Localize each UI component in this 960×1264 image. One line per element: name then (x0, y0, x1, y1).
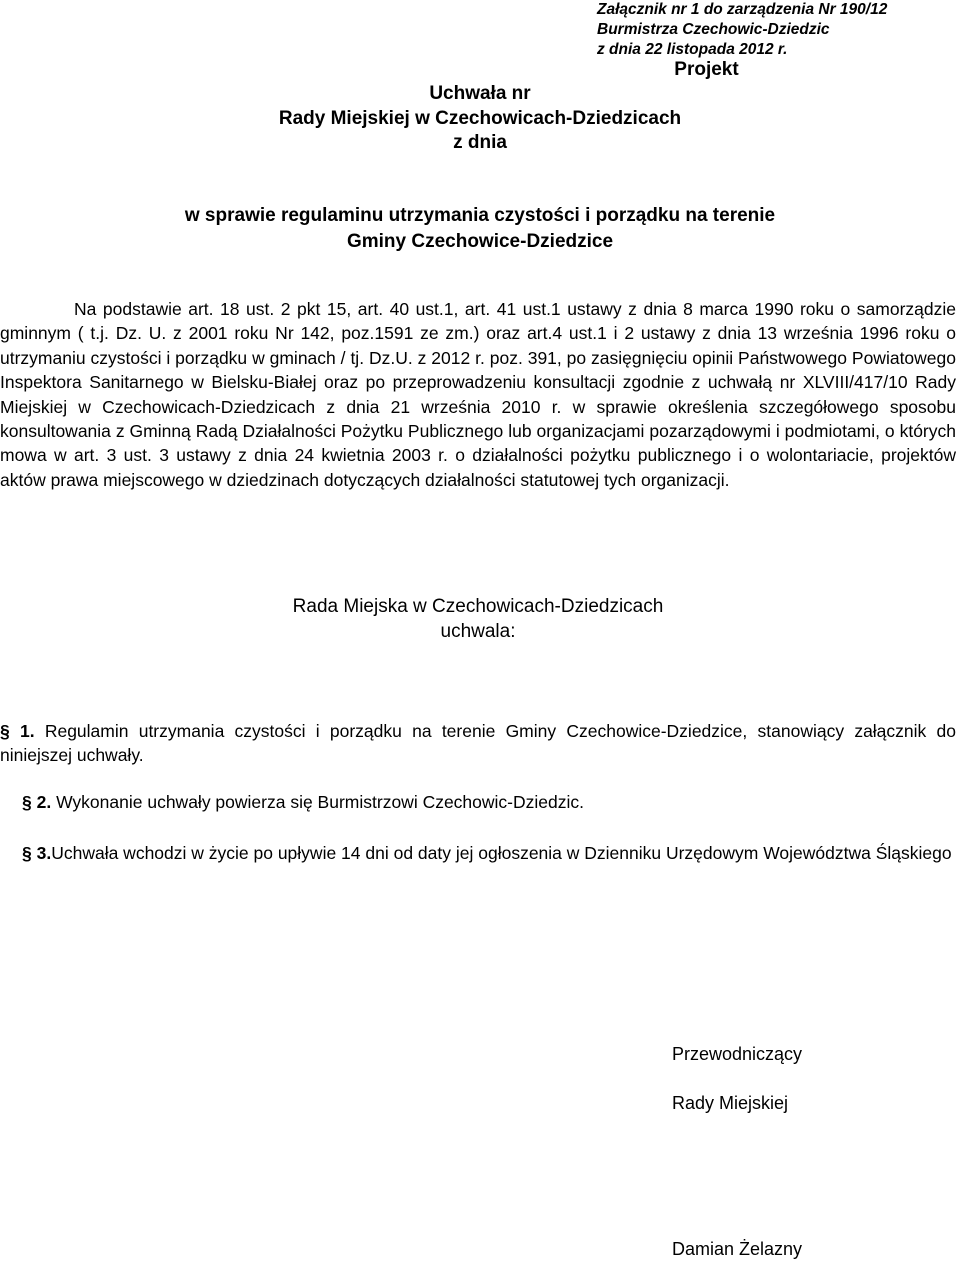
signature-role: Przewodniczący (672, 1044, 803, 1064)
resolution-date: z dnia (453, 132, 507, 153)
section-3 (0, 841, 956, 865)
resolution-subject (0, 203, 960, 255)
attachment-note-line-1: Załącznik nr 1 do zarządzenia Nr 190/12 (597, 1, 888, 18)
resolution-subject-line-2: Gminy Czechowice-Dziedzice (346, 231, 614, 252)
attachment-note-line-2: Burmistrza Czechowic-Dziedzic (597, 21, 830, 38)
attachment-note (597, 0, 887, 60)
section-3-number: § 3. (22, 843, 52, 863)
resolves-label: uchwala: (440, 621, 516, 642)
section-3-text: Uchwała wchodzi w życie po upływie 14 dni od daty jej ogłoszenia w Dzienniku Urzędowym Województwa Śląskiego (51, 843, 952, 863)
draft-label: Projekt (674, 59, 739, 80)
resolution-number: Uchwała nr (429, 83, 531, 104)
section-2-number: § 2. (22, 792, 52, 812)
signature-name: Damian Żelazny (672, 1239, 803, 1259)
resolution-authority: Rady Miejskiej w Czechowicach-Dziedzicach (278, 107, 682, 129)
section-2 (0, 790, 956, 814)
section-2-text: Wykonanie uchwały powierza się Burmistrzowi Czechowic-Dziedzic. (51, 792, 584, 812)
section-1-text: Regulamin utrzymania czystości i porządku na terenie Gminy Czechowice-Dziedzice, stanowiący załącznik do niniejszej uchwały. (0, 721, 956, 766)
legal-basis-paragraph: Na podstawie art. 18 ust. 2 pkt 15, art. 40 ust.1, art. 41 ust.1 ustawy z dnia 8 marca 1990 roku o samorządzie gminnym ( t.j. Dz. U. z 2001 roku Nr 142, poz.1591 ze zm.) oraz art.4 ust.1 i 2 ustawy z dnia 13 września 1996 roku o utrzymaniu czystości i porządku w gminach / tj. Dz.U. z 2012 r. poz. 391, po zasięgnięciu opinii Państwowego Powiatowego Inspektora Sanitarnego w Bielsku-Białej oraz po przeprowadzeniu konsultacji zgodnie z uchwałą nr XLVIII/417/10 Rady Miejskiej w Czechowicach-Dziedzicach z dnia 21 września 2010 r. w sprawie określenia szczegółowego sposobu konsultowania z Gminną Radą Działalności Pożytku Publicznego lub organizacjami pozarządowymi i podmiotami, o których mowa w art. 3 ust. 3 ustawy z dnia 24 kwietnia 2003 r. o działalności pożytku publicznego i o wolontariacie, projektów aktów prawa miejscowego w dziedzinach dotyczących działalności statutowej tych organizacji. (0, 299, 956, 490)
council-resolves (0, 594, 956, 644)
resolution-subject-line-1: w sprawie regulaminu utrzymania czystości i porządku na terenie (184, 205, 776, 226)
signature-body: Rady Miejskiej (672, 1093, 789, 1113)
section-1 (0, 719, 956, 768)
resolution-title (0, 82, 960, 156)
council-name: Rada Miejska w Czechowicach-Dziedzicach (292, 596, 664, 617)
section-1-number: § 1. (0, 721, 35, 741)
attachment-note-line-3: z dnia 22 listopada 2012 r. (597, 41, 788, 58)
